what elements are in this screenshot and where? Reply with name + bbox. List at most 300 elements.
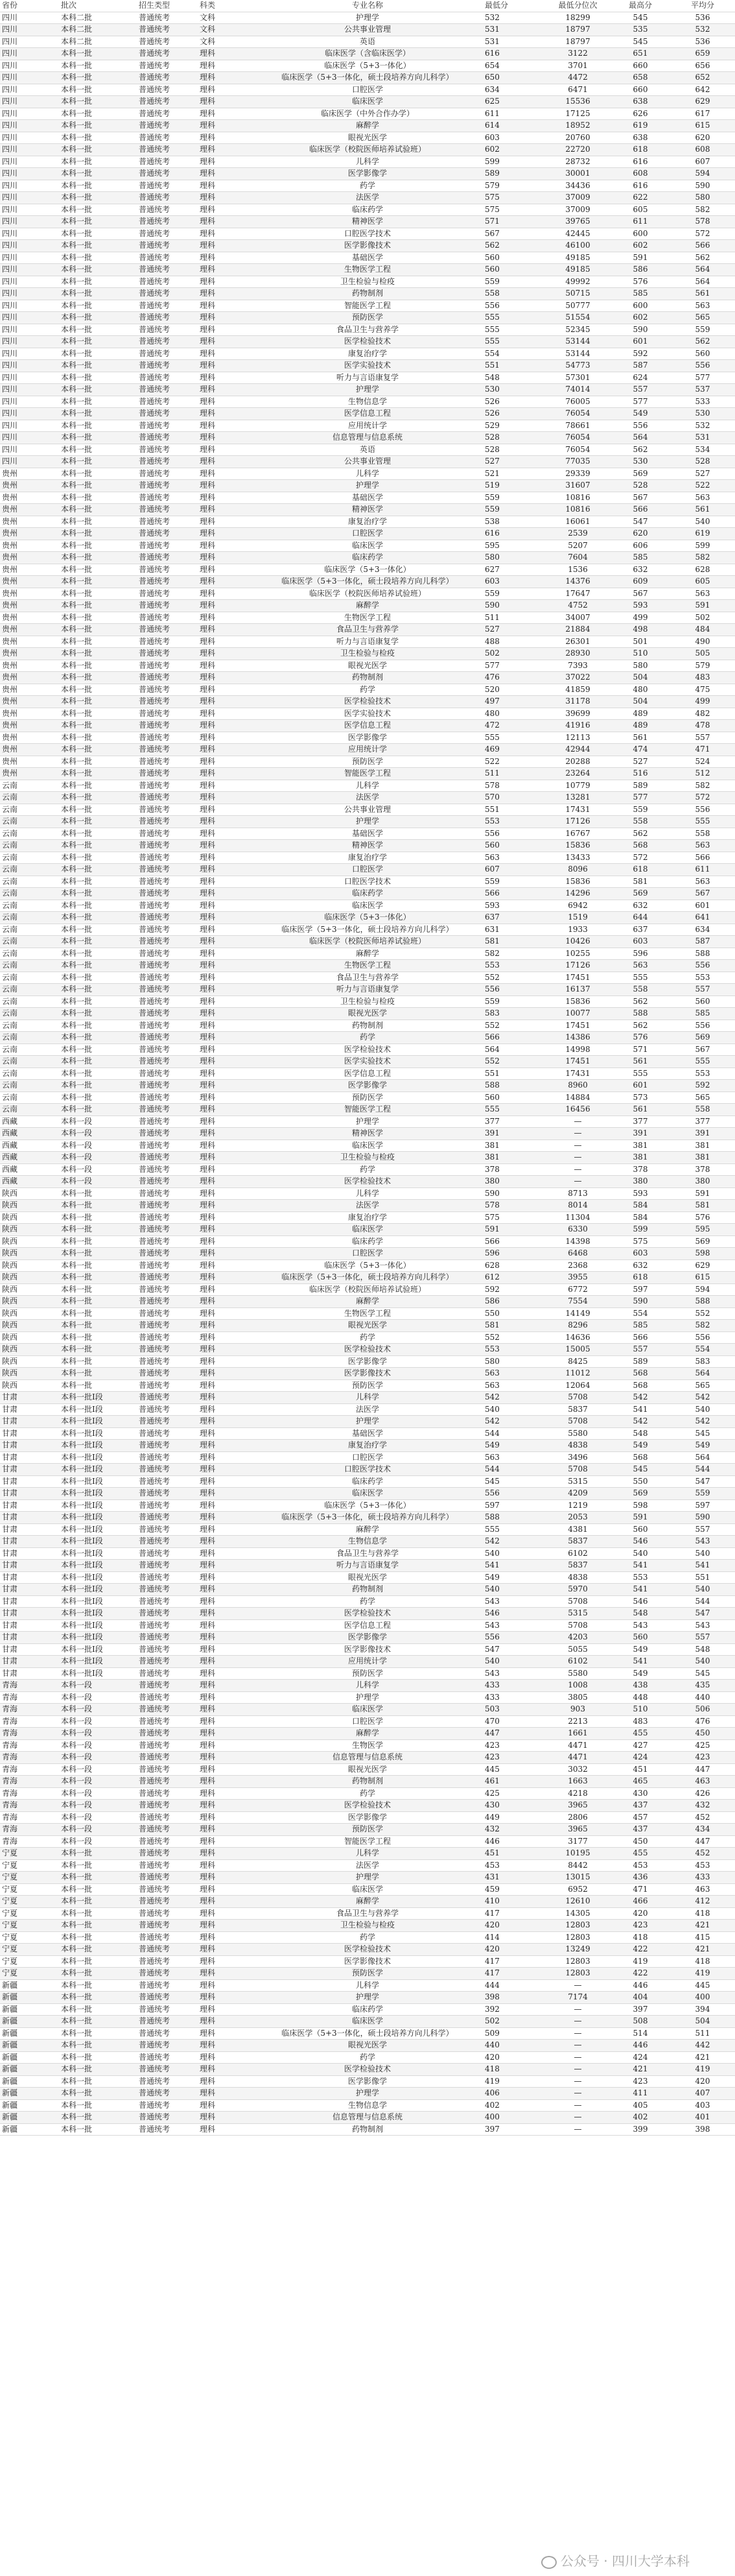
cell-min-rank: 49185 bbox=[545, 252, 611, 264]
cell-subject-category: 文科 bbox=[198, 36, 252, 48]
cell-max-score: 587 bbox=[611, 360, 670, 372]
cell-major-name: 生物信息学 bbox=[252, 396, 483, 408]
cell-admission-type: 普通统考 bbox=[137, 1608, 198, 1620]
table-row bbox=[0, 252, 735, 264]
cell-major-name: 食品卫生与营养学 bbox=[252, 624, 483, 636]
cell-major-name: 临床医学（含临床医学） bbox=[252, 48, 483, 60]
cell-province: 西藏 bbox=[0, 1152, 59, 1164]
cell-min-rank: — bbox=[545, 2064, 611, 2076]
cell-major-name: 卫生检验与检疫 bbox=[252, 276, 483, 288]
cell-avg-score: 563 bbox=[670, 300, 735, 312]
cell-avg-score: 432 bbox=[670, 1800, 735, 1812]
cell-province: 四川 bbox=[0, 156, 59, 168]
table-row bbox=[0, 648, 735, 660]
cell-avg-score: 588 bbox=[670, 948, 735, 960]
cell-max-score: 474 bbox=[611, 744, 670, 756]
cell-min-score: 552 bbox=[483, 1331, 545, 1344]
cell-subject-category: 理科 bbox=[198, 336, 252, 348]
cell-subject-category: 理科 bbox=[198, 1235, 252, 1248]
cell-avg-score: 442 bbox=[670, 2040, 735, 2052]
cell-avg-score: 594 bbox=[670, 168, 735, 180]
cell-min-score: 397 bbox=[483, 2123, 545, 2136]
cell-subject-category: 理科 bbox=[198, 1296, 252, 1308]
cell-max-score: 609 bbox=[611, 576, 670, 588]
cell-avg-score: 415 bbox=[670, 1931, 735, 1944]
header-subject-category: 科类 bbox=[198, 0, 252, 12]
table-row bbox=[0, 1691, 735, 1704]
cell-admission-type: 普通统考 bbox=[137, 2064, 198, 2076]
table-row bbox=[0, 192, 735, 204]
cell-admission-type: 普通统考 bbox=[137, 2112, 198, 2124]
cell-admission-type: 普通统考 bbox=[137, 756, 198, 768]
cell-major-name: 临床医学（5+3一体化，硕士段培养方向儿科学） bbox=[252, 924, 483, 936]
table-row bbox=[0, 372, 735, 384]
cell-min-score: 531 bbox=[483, 24, 545, 36]
cell-province: 四川 bbox=[0, 456, 59, 468]
table-row bbox=[0, 816, 735, 828]
cell-max-score: 421 bbox=[611, 2064, 670, 2076]
cell-batch: 本科一段 bbox=[59, 1176, 137, 1188]
cell-min-score: 631 bbox=[483, 924, 545, 936]
cell-major-name: 临床医学（校院医师培养试验班） bbox=[252, 936, 483, 948]
cell-max-score: 489 bbox=[611, 720, 670, 732]
cell-subject-category: 理科 bbox=[198, 804, 252, 816]
cell-subject-category: 理科 bbox=[198, 756, 252, 768]
table-row bbox=[0, 1475, 735, 1488]
cell-province: 贵州 bbox=[0, 540, 59, 552]
cell-major-name: 智能医学工程 bbox=[252, 1104, 483, 1116]
cell-batch: 本科一批 bbox=[59, 108, 137, 120]
cell-min-rank: 6952 bbox=[545, 1883, 611, 1896]
cell-min-rank: 16061 bbox=[545, 516, 611, 528]
cell-avg-score: 565 bbox=[670, 1091, 735, 1104]
table-row bbox=[0, 972, 735, 984]
cell-min-score: 560 bbox=[483, 264, 545, 276]
cell-batch: 本科一批 bbox=[59, 744, 137, 756]
cell-min-score: 554 bbox=[483, 348, 545, 360]
cell-province: 云南 bbox=[0, 1044, 59, 1056]
cell-batch: 本科一段 bbox=[59, 1115, 137, 1128]
cell-max-score: 446 bbox=[611, 1979, 670, 1992]
cell-max-score: 567 bbox=[611, 492, 670, 504]
cell-avg-score: 536 bbox=[670, 36, 735, 48]
cell-subject-category: 理科 bbox=[198, 1008, 252, 1020]
cell-batch: 本科一段 bbox=[59, 1139, 137, 1152]
table-row bbox=[0, 876, 735, 888]
cell-subject-category: 理科 bbox=[198, 840, 252, 852]
cell-province: 四川 bbox=[0, 240, 59, 252]
cell-min-score: 597 bbox=[483, 1499, 545, 1512]
cell-subject-category: 理科 bbox=[198, 1056, 252, 1068]
cell-subject-category: 理科 bbox=[198, 672, 252, 684]
cell-subject-category: 理科 bbox=[198, 1883, 252, 1896]
cell-admission-type: 普通统考 bbox=[137, 156, 198, 168]
cell-min-score: 542 bbox=[483, 1416, 545, 1428]
cell-major-name: 临床药学 bbox=[252, 2003, 483, 2016]
cell-subject-category: 理科 bbox=[198, 972, 252, 984]
cell-batch: 本科一批 bbox=[59, 1355, 137, 1368]
cell-batch: 本科一批 bbox=[59, 408, 137, 420]
cell-min-score: 417 bbox=[483, 1907, 545, 1920]
cell-admission-type: 普通统考 bbox=[137, 1044, 198, 1056]
cell-batch: 本科一段 bbox=[59, 1128, 137, 1140]
cell-province: 云南 bbox=[0, 816, 59, 828]
cell-admission-type: 普通统考 bbox=[137, 2051, 198, 2064]
cell-subject-category: 理科 bbox=[198, 2075, 252, 2088]
cell-min-rank: 3496 bbox=[545, 1451, 611, 1464]
cell-min-rank: 50715 bbox=[545, 288, 611, 300]
cell-avg-score: 619 bbox=[670, 528, 735, 540]
cell-batch: 本科一批 bbox=[59, 780, 137, 792]
cell-subject-category: 理科 bbox=[198, 732, 252, 744]
cell-subject-category: 理科 bbox=[198, 1776, 252, 1788]
cell-admission-type: 普通统考 bbox=[137, 516, 198, 528]
cell-admission-type: 普通统考 bbox=[137, 564, 198, 576]
cell-major-name: 儿科学 bbox=[252, 156, 483, 168]
cell-admission-type: 普通统考 bbox=[137, 1787, 198, 1800]
cell-avg-score: 452 bbox=[670, 1811, 735, 1824]
cell-avg-score: 419 bbox=[670, 2064, 735, 2076]
cell-major-name: 康复治疗学 bbox=[252, 1211, 483, 1224]
table-row bbox=[0, 1224, 735, 1236]
cell-avg-score: 563 bbox=[670, 588, 735, 600]
cell-avg-score: 591 bbox=[670, 600, 735, 612]
cell-major-name: 应用统计学 bbox=[252, 420, 483, 432]
cell-max-score: 546 bbox=[611, 1536, 670, 1548]
cell-max-score: 483 bbox=[611, 1715, 670, 1728]
cell-province: 云南 bbox=[0, 1080, 59, 1092]
cell-max-score: 501 bbox=[611, 636, 670, 648]
cell-admission-type: 普通统考 bbox=[137, 996, 198, 1008]
cell-max-score: 399 bbox=[611, 2123, 670, 2136]
cell-avg-score: 556 bbox=[670, 960, 735, 972]
cell-avg-score: 572 bbox=[670, 228, 735, 240]
cell-major-name: 临床医学（校院医师培养试验班） bbox=[252, 588, 483, 600]
cell-subject-category: 理科 bbox=[198, 1547, 252, 1560]
cell-min-rank: 5055 bbox=[545, 1643, 611, 1656]
cell-subject-category: 理科 bbox=[198, 1848, 252, 1860]
cell-avg-score: 563 bbox=[670, 840, 735, 852]
table-row bbox=[0, 1848, 735, 1860]
table-row bbox=[0, 756, 735, 768]
cell-province: 新疆 bbox=[0, 2112, 59, 2124]
cell-province: 云南 bbox=[0, 912, 59, 924]
cell-avg-score: 511 bbox=[670, 2027, 735, 2040]
cell-max-score: 437 bbox=[611, 1824, 670, 1836]
cell-province: 云南 bbox=[0, 804, 59, 816]
cell-min-score: 423 bbox=[483, 1739, 545, 1752]
cell-admission-type: 普通统考 bbox=[137, 1595, 198, 1608]
cell-min-score: 542 bbox=[483, 1392, 545, 1404]
table-row bbox=[0, 1427, 735, 1440]
cell-major-name: 药物制剂 bbox=[252, 1776, 483, 1788]
cell-province: 宁夏 bbox=[0, 1907, 59, 1920]
cell-avg-score: 476 bbox=[670, 1715, 735, 1728]
cell-batch: 本科一批 bbox=[59, 444, 137, 456]
cell-major-name: 应用统计学 bbox=[252, 744, 483, 756]
cell-avg-score: 551 bbox=[670, 1571, 735, 1584]
cell-province: 四川 bbox=[0, 96, 59, 108]
cell-min-rank: 14998 bbox=[545, 1044, 611, 1056]
cell-province: 云南 bbox=[0, 948, 59, 960]
cell-batch: 本科一段 bbox=[59, 1800, 137, 1812]
cell-min-rank: 10816 bbox=[545, 492, 611, 504]
cell-admission-type: 普通统考 bbox=[137, 252, 198, 264]
cell-major-name: 医学信息工程 bbox=[252, 720, 483, 732]
cell-batch: 本科一批 bbox=[59, 1931, 137, 1944]
cell-major-name: 信息管理与信息系统 bbox=[252, 432, 483, 444]
cell-admission-type: 普通统考 bbox=[137, 1008, 198, 1020]
cell-min-score: 543 bbox=[483, 1667, 545, 1680]
cell-min-rank: 7604 bbox=[545, 552, 611, 564]
cell-admission-type: 普通统考 bbox=[137, 180, 198, 192]
cell-province: 四川 bbox=[0, 132, 59, 144]
cell-max-score: 632 bbox=[611, 900, 670, 912]
cell-major-name: 临床药学 bbox=[252, 1235, 483, 1248]
cell-subject-category: 理科 bbox=[198, 816, 252, 828]
cell-admission-type: 普通统考 bbox=[137, 1320, 198, 1332]
cell-max-score: 601 bbox=[611, 336, 670, 348]
cell-admission-type: 普通统考 bbox=[137, 1115, 198, 1128]
cell-admission-type: 普通统考 bbox=[137, 900, 198, 912]
cell-batch: 本科二批 bbox=[59, 12, 137, 24]
cell-major-name: 儿科学 bbox=[252, 1979, 483, 1992]
cell-province: 新疆 bbox=[0, 2027, 59, 2040]
header-avg-score: 平均分 bbox=[670, 0, 735, 12]
table-row bbox=[0, 1907, 735, 1920]
cell-avg-score: 499 bbox=[670, 696, 735, 708]
cell-min-score: 540 bbox=[483, 1656, 545, 1668]
cell-min-rank: 5837 bbox=[545, 1403, 611, 1416]
table-row bbox=[0, 1320, 735, 1332]
cell-admission-type: 普通统考 bbox=[137, 744, 198, 756]
cell-min-rank: 15836 bbox=[545, 876, 611, 888]
cell-min-score: 497 bbox=[483, 696, 545, 708]
cell-avg-score: 577 bbox=[670, 372, 735, 384]
cell-batch: 本科一批 bbox=[59, 816, 137, 828]
cell-admission-type: 普通统考 bbox=[137, 1584, 198, 1596]
cell-subject-category: 理科 bbox=[198, 540, 252, 552]
cell-subject-category: 理科 bbox=[198, 1211, 252, 1224]
cell-avg-score: 552 bbox=[670, 1307, 735, 1320]
cell-max-score: 599 bbox=[611, 1224, 670, 1236]
cell-major-name: 眼视光医学 bbox=[252, 1763, 483, 1776]
table-row bbox=[0, 144, 735, 156]
cell-major-name: 康复治疗学 bbox=[252, 1440, 483, 1452]
cell-province: 云南 bbox=[0, 828, 59, 840]
table-row bbox=[0, 1307, 735, 1320]
cell-min-score: 451 bbox=[483, 1848, 545, 1860]
cell-province: 云南 bbox=[0, 1008, 59, 1020]
cell-avg-score: 558 bbox=[670, 1104, 735, 1116]
cell-admission-type: 普通统考 bbox=[137, 2099, 198, 2112]
cell-avg-score: 561 bbox=[670, 288, 735, 300]
cell-major-name: 临床医学（5+3一体化） bbox=[252, 60, 483, 72]
cell-max-score: 576 bbox=[611, 276, 670, 288]
table-row bbox=[0, 1451, 735, 1464]
cell-major-name: 预防医学 bbox=[252, 1968, 483, 1980]
cell-subject-category: 理科 bbox=[198, 1680, 252, 1692]
cell-min-rank: 29339 bbox=[545, 468, 611, 480]
cell-major-name: 食品卫生与营养学 bbox=[252, 324, 483, 336]
cell-max-score: 427 bbox=[611, 1739, 670, 1752]
cell-admission-type: 普通统考 bbox=[137, 1872, 198, 1884]
table-row bbox=[0, 2003, 735, 2016]
cell-province: 陕西 bbox=[0, 1259, 59, 1272]
cell-major-name: 护理学 bbox=[252, 2088, 483, 2100]
cell-max-score: 563 bbox=[611, 960, 670, 972]
cell-min-score: 555 bbox=[483, 732, 545, 744]
cell-min-rank: 3955 bbox=[545, 1272, 611, 1284]
cell-min-rank: 39699 bbox=[545, 708, 611, 720]
cell-batch: 本科一批 bbox=[59, 192, 137, 204]
cell-min-rank: 37009 bbox=[545, 204, 611, 216]
cell-min-score: 540 bbox=[483, 1403, 545, 1416]
cell-min-rank: 78661 bbox=[545, 420, 611, 432]
table-row bbox=[0, 588, 735, 600]
cell-batch: 本科一批 bbox=[59, 468, 137, 480]
cell-min-rank: 41916 bbox=[545, 720, 611, 732]
cell-max-score: 608 bbox=[611, 168, 670, 180]
cell-admission-type: 普通统考 bbox=[137, 60, 198, 72]
cell-major-name: 医学影像学 bbox=[252, 1355, 483, 1368]
cell-avg-score: 611 bbox=[670, 864, 735, 876]
cell-major-name: 临床医学（5+3一体化，硕士段培养方向儿科学） bbox=[252, 2027, 483, 2040]
cell-admission-type: 普通统考 bbox=[137, 1811, 198, 1824]
cell-province: 青海 bbox=[0, 1811, 59, 1824]
cell-province: 贵州 bbox=[0, 696, 59, 708]
cell-min-score: 529 bbox=[483, 420, 545, 432]
cell-min-rank: 13249 bbox=[545, 1944, 611, 1956]
cell-province: 宁夏 bbox=[0, 1931, 59, 1944]
cell-batch: 本科一批Ⅰ段 bbox=[59, 1619, 137, 1632]
cell-min-score: 650 bbox=[483, 72, 545, 84]
cell-subject-category: 理科 bbox=[198, 180, 252, 192]
cell-avg-score: 483 bbox=[670, 672, 735, 684]
cell-min-rank: 2806 bbox=[545, 1811, 611, 1824]
table-row bbox=[0, 1560, 735, 1572]
cell-province: 青海 bbox=[0, 1728, 59, 1740]
table-row bbox=[0, 1811, 735, 1824]
cell-max-score: 577 bbox=[611, 792, 670, 804]
cell-avg-score: 421 bbox=[670, 1920, 735, 1932]
cell-admission-type: 普通统考 bbox=[137, 1272, 198, 1284]
cell-province: 四川 bbox=[0, 264, 59, 276]
table-row bbox=[0, 1523, 735, 1536]
cell-batch: 本科一批 bbox=[59, 396, 137, 408]
header-max-score: 最高分 bbox=[611, 0, 670, 12]
cell-max-score: 638 bbox=[611, 132, 670, 144]
cell-avg-score: 555 bbox=[670, 816, 735, 828]
table-row bbox=[0, 1883, 735, 1896]
cell-avg-score: 445 bbox=[670, 1979, 735, 1992]
cell-batch: 本科一批 bbox=[59, 2123, 137, 2136]
cell-admission-type: 普通统考 bbox=[137, 720, 198, 732]
cell-major-name: 预防医学 bbox=[252, 1091, 483, 1104]
cell-min-rank: 15836 bbox=[545, 840, 611, 852]
cell-major-name: 药学 bbox=[252, 1163, 483, 1176]
cell-max-score: 591 bbox=[611, 252, 670, 264]
cell-major-name: 生物医学 bbox=[252, 1739, 483, 1752]
cell-max-score: 585 bbox=[611, 552, 670, 564]
cell-avg-score: 505 bbox=[670, 648, 735, 660]
cell-province: 四川 bbox=[0, 228, 59, 240]
cell-subject-category: 理科 bbox=[198, 1163, 252, 1176]
cell-subject-category: 理科 bbox=[198, 1584, 252, 1596]
cell-admission-type: 普通统考 bbox=[137, 1920, 198, 1932]
cell-max-score: 535 bbox=[611, 24, 670, 36]
cell-admission-type: 普通统考 bbox=[137, 120, 198, 132]
cell-min-rank: 51554 bbox=[545, 312, 611, 324]
table-row bbox=[0, 456, 735, 468]
cell-min-rank: 6102 bbox=[545, 1547, 611, 1560]
cell-max-score: 622 bbox=[611, 192, 670, 204]
cell-min-rank: 23264 bbox=[545, 768, 611, 780]
cell-major-name: 药学 bbox=[252, 1595, 483, 1608]
cell-major-name: 口腔医学 bbox=[252, 1248, 483, 1260]
cell-major-name: 医学实验技术 bbox=[252, 708, 483, 720]
table-row bbox=[0, 1859, 735, 1872]
cell-subject-category: 理科 bbox=[198, 1571, 252, 1584]
cell-min-score: 432 bbox=[483, 1824, 545, 1836]
cell-batch: 本科一批 bbox=[59, 876, 137, 888]
cell-batch: 本科一批Ⅰ段 bbox=[59, 1643, 137, 1656]
cell-subject-category: 理科 bbox=[198, 444, 252, 456]
table-row bbox=[0, 504, 735, 516]
cell-avg-score: 615 bbox=[670, 120, 735, 132]
cell-batch: 本科一批 bbox=[59, 2051, 137, 2064]
cell-major-name: 医学影像技术 bbox=[252, 240, 483, 252]
cell-province: 贵州 bbox=[0, 588, 59, 600]
cell-avg-score: 607 bbox=[670, 156, 735, 168]
cell-admission-type: 普通统考 bbox=[137, 96, 198, 108]
cell-subject-category: 理科 bbox=[198, 1739, 252, 1752]
cell-major-name: 预防医学 bbox=[252, 1824, 483, 1836]
cell-min-score: 551 bbox=[483, 1067, 545, 1080]
cell-subject-category: 理科 bbox=[198, 204, 252, 216]
cell-avg-score: 563 bbox=[670, 492, 735, 504]
cell-min-score: 577 bbox=[483, 660, 545, 672]
cell-max-score: 516 bbox=[611, 768, 670, 780]
cell-subject-category: 理科 bbox=[198, 324, 252, 336]
cell-admission-type: 普通统考 bbox=[137, 960, 198, 972]
cell-province: 青海 bbox=[0, 1680, 59, 1692]
cell-min-rank: 14398 bbox=[545, 1235, 611, 1248]
table-row bbox=[0, 696, 735, 708]
cell-min-rank: 20288 bbox=[545, 756, 611, 768]
cell-max-score: 618 bbox=[611, 864, 670, 876]
cell-major-name: 口腔医学 bbox=[252, 528, 483, 540]
cell-major-name: 智能医学工程 bbox=[252, 768, 483, 780]
cell-province: 宁夏 bbox=[0, 1968, 59, 1980]
cell-batch: 本科一批 bbox=[59, 480, 137, 492]
cell-min-score: 582 bbox=[483, 948, 545, 960]
cell-avg-score: 544 bbox=[670, 1595, 735, 1608]
cell-province: 四川 bbox=[0, 60, 59, 72]
cell-min-score: 420 bbox=[483, 1944, 545, 1956]
table-row bbox=[0, 1176, 735, 1188]
table-row bbox=[0, 1728, 735, 1740]
cell-min-score: 556 bbox=[483, 828, 545, 840]
cell-admission-type: 普通统考 bbox=[137, 1056, 198, 1068]
cell-min-score: 528 bbox=[483, 432, 545, 444]
cell-max-score: 577 bbox=[611, 396, 670, 408]
cell-province: 云南 bbox=[0, 972, 59, 984]
cell-major-name: 临床医学 bbox=[252, 1224, 483, 1236]
cell-major-name: 儿科学 bbox=[252, 468, 483, 480]
cell-min-score: 559 bbox=[483, 876, 545, 888]
cell-max-score: 619 bbox=[611, 120, 670, 132]
